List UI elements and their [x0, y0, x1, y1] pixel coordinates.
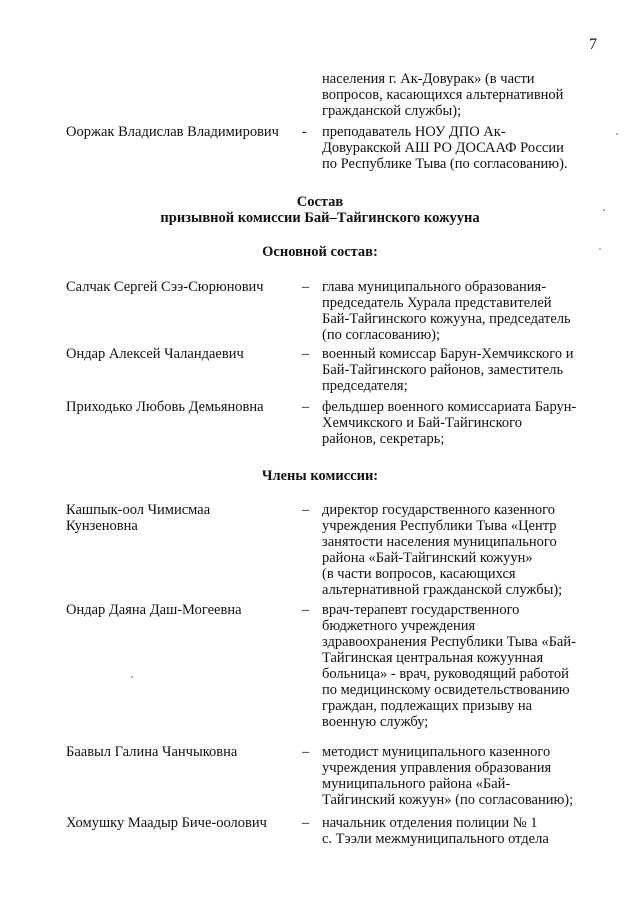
- name-line: Баавыл Галина Чанчыковна: [66, 744, 238, 760]
- text-line: граждан, подлежащих призыву на: [322, 698, 533, 714]
- text-line: вопросов, касающихся альтернативной: [322, 87, 564, 103]
- member-role: [322, 399, 590, 447]
- text-line: начальник отделения полиции № 1: [322, 815, 538, 831]
- text-line: военный комиссар Барун-Хемчикского и: [322, 346, 574, 362]
- dash: -: [302, 124, 307, 140]
- text-line: врач-терапевт государственного: [322, 602, 520, 618]
- text-line: (в части вопросов, касающихся: [322, 566, 516, 582]
- name-line: Ондар Даяна Даш-Могеевна: [66, 602, 242, 618]
- text-line: директор государственного казенного: [322, 502, 556, 518]
- text-line: Довуракской АШ РО ДОСААФ России: [322, 140, 564, 156]
- member-role: [322, 502, 590, 598]
- composition-title: Состав: [296, 194, 344, 210]
- text-line: военную службу;: [322, 714, 429, 730]
- text-line: методист муниципального казенного: [322, 744, 551, 760]
- member-role: [322, 124, 590, 172]
- dash: –: [302, 279, 310, 295]
- member-name: Ондар Алексей Чаландаевич: [66, 346, 244, 362]
- text-line: населения г. Ак-Довурак» (в части: [322, 71, 535, 87]
- name-line: Кашпык-оол Чимисмаа: [66, 502, 211, 518]
- text-line: Тайгинский кожуун» (по согласованию);: [322, 792, 574, 808]
- members-section-title: Члены комиссии:: [261, 468, 379, 484]
- dash: –: [302, 346, 310, 362]
- text-line: районов, секретарь;: [322, 431, 445, 447]
- dash: –: [302, 744, 310, 760]
- member-name: Ооржак Владислав Владимирович: [66, 124, 279, 140]
- text-line: учреждения Республики Тыва «Центр: [322, 518, 557, 534]
- member-name: [66, 744, 296, 760]
- text-line: Тайгинская центральная кожуунная: [322, 650, 544, 666]
- text-line: учреждения управления образования: [322, 760, 552, 776]
- scan-speck: [599, 248, 601, 250]
- member-role: [322, 279, 590, 343]
- scan-speck: [603, 209, 605, 211]
- text-line: преподаватель НОУ ДПО Ак-: [322, 124, 506, 140]
- text-line: с. Тээли межмуниципального отдела: [322, 831, 549, 847]
- member-role: [322, 602, 590, 730]
- text-line: занятости населения муниципального: [322, 534, 557, 550]
- page-number: 7: [589, 36, 597, 53]
- text-line: гражданской службы);: [322, 103, 462, 119]
- member-name: [66, 502, 296, 534]
- member-name: [66, 602, 296, 618]
- member-name: Салчак Сергей Сээ-Сюрюнович: [66, 279, 264, 295]
- dash: –: [302, 602, 310, 618]
- text-line: председатель Хурала представителей: [322, 295, 552, 311]
- member-role: [322, 744, 590, 808]
- text-line: Бай-Тайгинского кожууна, председатель: [322, 311, 571, 327]
- dash: –: [302, 815, 310, 831]
- main-section-title: Основной состав:: [262, 244, 378, 260]
- dash: –: [302, 502, 310, 518]
- name-line: Кунзеновна: [66, 518, 138, 534]
- text-line: альтернативной гражданской службы);: [322, 582, 563, 598]
- text-line: глава муниципального образования-: [322, 279, 547, 295]
- text-line: здравоохранения Республики Тыва «Бай-: [322, 634, 576, 650]
- text-line: района «Бай-Тайгинский кожуун»: [322, 550, 533, 566]
- text-line: председателя;: [322, 378, 408, 394]
- composition-subtitle: призывной комиссии Бай–Тайгинского кожууна: [160, 210, 480, 226]
- scan-speck: [131, 676, 133, 678]
- member-role: [322, 815, 590, 847]
- text-line: (по согласованию);: [322, 327, 441, 343]
- text-line: по Республике Тыва (по согласованию).: [322, 156, 568, 172]
- text-line: по медицинскому освидетельствованию: [322, 682, 570, 698]
- text-line: фельдшер военного комиссариата Барун-: [322, 399, 577, 415]
- text-line: Хемчикского и Бай-Тайгинского: [322, 415, 522, 431]
- text-line: бюджетного учреждения: [322, 618, 476, 634]
- dash: –: [302, 399, 310, 415]
- text-line: Бай-Тайгинского районов, заместитель: [322, 362, 564, 378]
- member-role: [322, 346, 590, 394]
- text-line: больница» - врач, руководящий работой: [322, 666, 569, 682]
- text-line: муниципального района «Бай-: [322, 776, 511, 792]
- name-line: Хомушку Маадыр Биче-оолович: [66, 815, 267, 831]
- member-name: Приходько Любовь Демьяновна: [66, 399, 264, 415]
- scan-speck: [616, 133, 618, 135]
- continuation-text: [322, 71, 590, 119]
- member-name: [66, 815, 296, 831]
